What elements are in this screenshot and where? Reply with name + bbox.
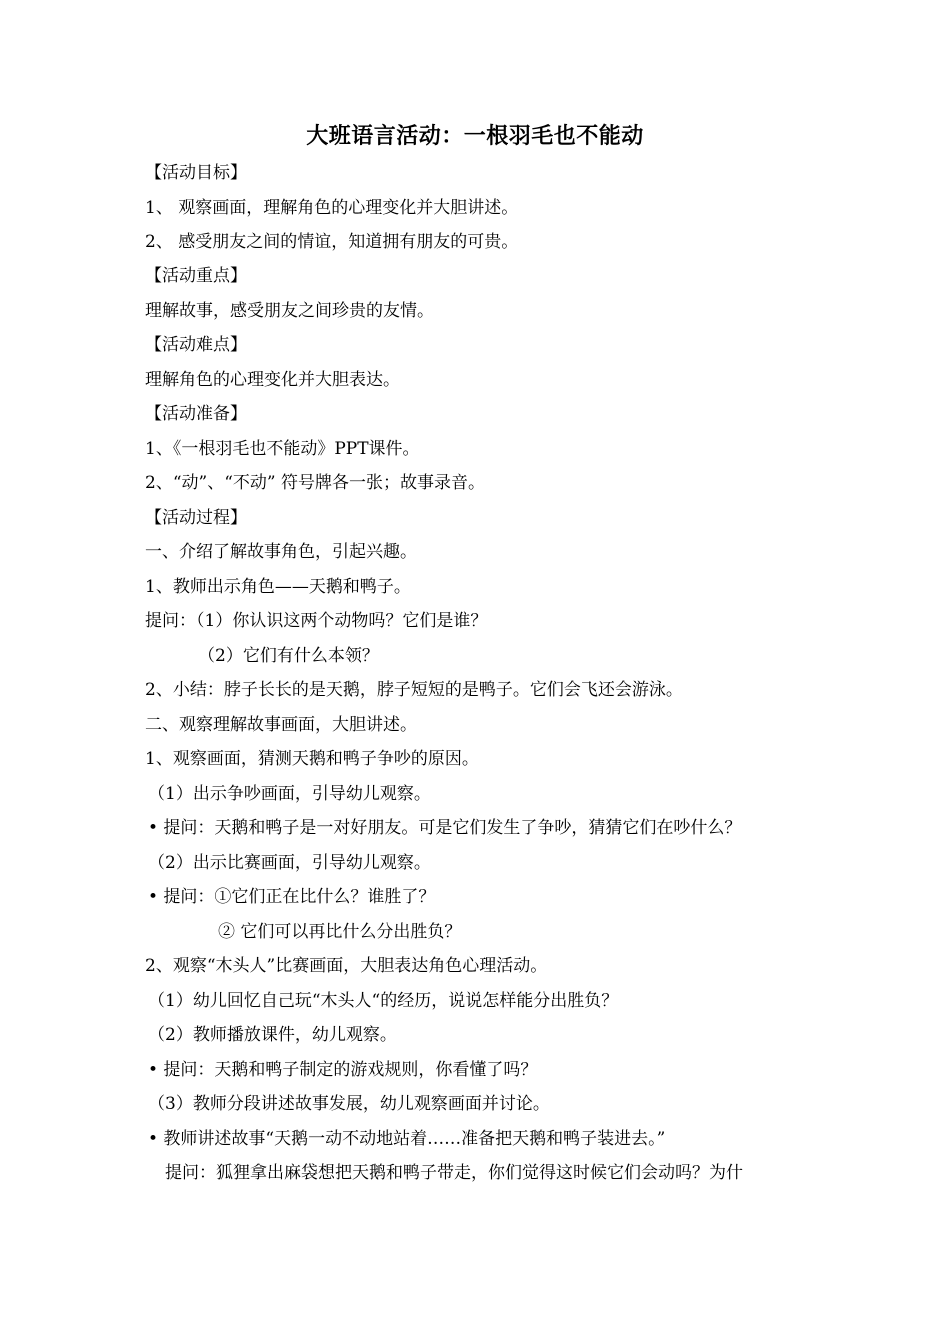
process-subitem: （2）出示比赛画面，引导幼儿观察。 xyxy=(148,853,431,873)
process-question: ② 它们可以再比什么分出胜负？ xyxy=(218,922,462,942)
process-subitem: （2）教师播放课件，幼儿观察。 xyxy=(148,1025,397,1045)
process-question: 提问：狐狸拿出麻袋想把天鹅和鸭子带走，你们觉得这时候它们会动吗？为什 xyxy=(165,1163,743,1183)
document-title: 大班语言活动：一根羽毛也不能动 xyxy=(306,123,644,149)
process-subitem: （3）教师分段讲述故事发展，幼儿观察画面并讨论。 xyxy=(148,1094,550,1114)
process-item: 1、观察画面，猜测天鹅和鸭子争吵的原因。 xyxy=(145,749,479,769)
process-summary: 2、小结：脖子长长的是天鹅，脖子短短的是鸭子。它们会飞还会游泳。 xyxy=(145,680,683,700)
key-points-text: 理解故事，感受朋友之间珍贵的友情。 xyxy=(145,301,434,321)
process-question: （2）它们有什么本领？ xyxy=(198,646,379,666)
goal-item-2: 2、 感受朋友之间的情谊，知道拥有朋友的可贵。 xyxy=(145,232,519,252)
process-item: 1、教师出示角色——天鹅和鸭子。 xyxy=(145,577,411,597)
heading-preparation: 【活动准备】 xyxy=(145,404,247,424)
heading-difficulties: 【活动难点】 xyxy=(145,335,247,355)
process-bullet: • 提问：天鹅和鸭子是一对好朋友。可是它们发生了争吵，猜猜它们在吵什么？ xyxy=(148,818,742,838)
process-subitem: （1）幼儿回忆自己玩“木头人“的经历，说说怎样能分出胜负？ xyxy=(148,991,619,1011)
process-section-1: 一、介绍了解故事角色，引起兴趣。 xyxy=(145,542,417,562)
heading-key-points: 【活动重点】 xyxy=(145,266,247,286)
goal-item-1: 1、 观察画面，理解角色的心理变化并大胆讲述。 xyxy=(145,198,519,218)
process-section-2: 二、观察理解故事画面，大胆讲述。 xyxy=(145,715,417,735)
process-bullet: • 提问：①它们正在比什么？谁胜了？ xyxy=(148,887,436,907)
preparation-item-1: 1、《一根羽毛也不能动》PPT课件。 xyxy=(145,439,420,459)
difficulties-text: 理解角色的心理变化并大胆表达。 xyxy=(145,370,400,390)
preparation-item-2: 2、“动”、“不动” 符号牌各一张；故事录音。 xyxy=(145,473,485,493)
process-subitem: （1）出示争吵画面，引导幼儿观察。 xyxy=(148,784,431,804)
heading-process: 【活动过程】 xyxy=(145,508,247,528)
heading-goals: 【活动目标】 xyxy=(145,163,247,183)
process-question: 提问：（1）你认识这两个动物吗？它们是谁？ xyxy=(145,611,488,631)
process-bullet: • 教师讲述故事“天鹅一动不动地站着……准备把天鹅和鸭子装进去。” xyxy=(148,1129,666,1149)
process-item: 2、观察“木头人”比赛画面，大胆表达角色心理活动。 xyxy=(145,956,548,976)
process-bullet: • 提问：天鹅和鸭子制定的游戏规则，你看懂了吗？ xyxy=(148,1060,538,1080)
